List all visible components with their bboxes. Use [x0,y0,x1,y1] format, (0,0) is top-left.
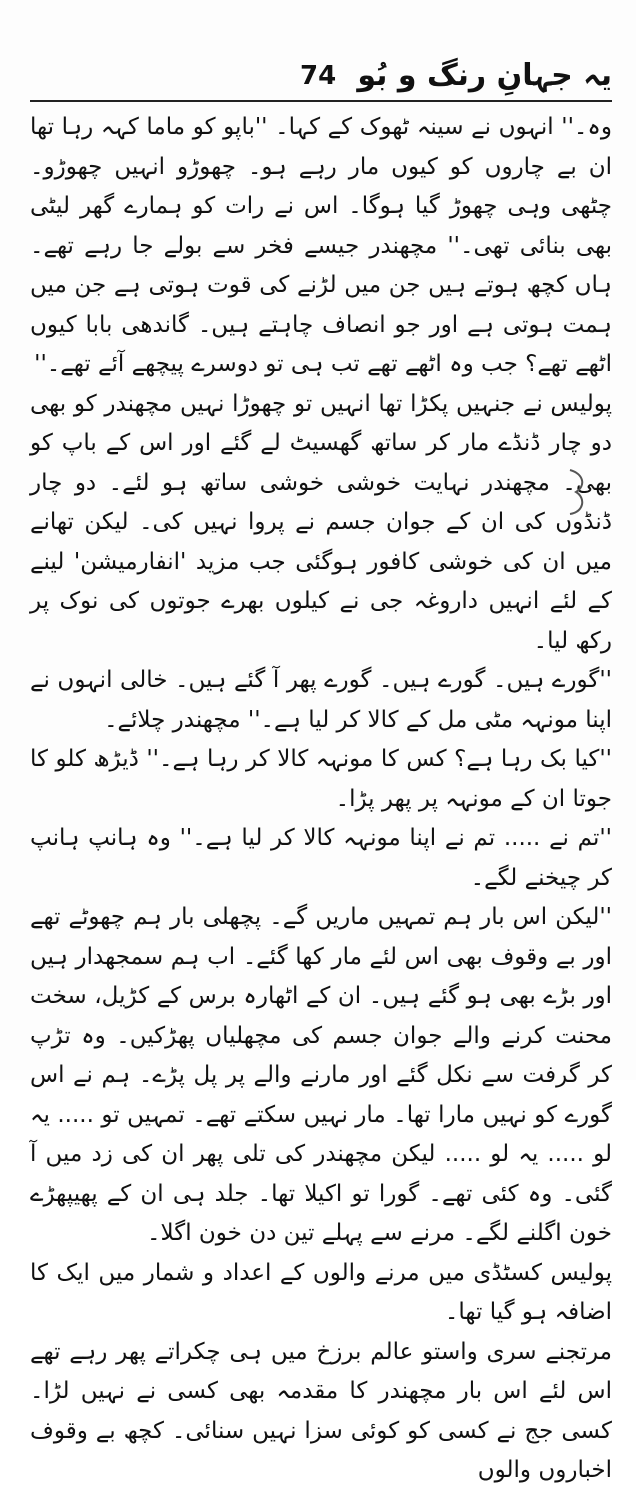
page-number: 74 [300,61,337,91]
page-body [30,108,612,1491]
paragraph-5: ''تم نے ..... تم نے اپنا مونہہ کالا کر لیا ہے۔'' وہ ہانپ ہانپ کر چیخنے لگے۔ [30,825,612,891]
paragraph-1: وہ۔'' انہوں نے سینہ ٹھوک کے کہا۔ ''باپو کو ماما کہہ رہا تھا ان بے چاروں کو کیوں مار رہے ہو۔ چھوڑو انہیں چھوڑو۔ چٹھی وہی چھوڑ گیا ہوگا۔ اس نے رات کو ہمارے گھر لیٹی بھی بنائی تھی۔'' مچھندر جیسے فخر سے بولے جا رہے تھے۔ ہاں کچھ ہوتے ہیں جن میں لڑنے کی قوت ہوتی ہے جن میں ہمت ہوتی ہے اور جو انصاف چاہتے ہیں۔ گاندھی بابا کیوں اٹھے تھے؟ جب وہ اٹھے تھے تب ہی تو دوسرے پیچھے آئے تھے۔'' [30,114,612,377]
paragraph-3: ''گورے ہیں۔ گورے ہیں۔ گورے پھر آ گئے ہیں۔ خالی انہوں نے اپنا مونہہ مٹی مل کے کالا کر لیا ہے۔'' مچھندر چلائے۔ [30,667,612,733]
paragraph-4: ''کیا بک رہا ہے؟ کس کا مونہہ کالا کر رہا ہے۔'' ڈیڑھ کلو کا جوتا ان کے مونہہ پر پھر پڑا۔ [30,746,612,812]
book-title: یہ جہانِ رنگ و بُو [357,58,612,93]
paragraph-7: پولیس کسٹڈی میں مرنے والوں کے اعداد و شمار میں ایک کا اضافہ ہو گیا تھا۔ [30,1259,612,1325]
paragraph-2: پولیس نے جنہیں پکڑا تھا انہیں تو چھوڑا نہیں مچھندر کو بھی دو چار ڈنڈے مار کر ساتھ گھسیٹ لے گئے اور اس کے باپ کو بھی۔ مچھندر نہایت خوشی خوشی ساتھ ہو لئے۔ دو چار ڈنڈوں کی ان کے جوان جسم نے پروا نہیں کی۔ لیکن تھانے میں ان کی خوشی کافور ہوگئی جب مزید 'انفارمیشن' لینے کے لئے انہیں داروغہ جی نے کیلوں بھرے جوتوں کی نوک پر رکھ لیا۔ [30,390,612,654]
paragraph-6: ''لیکن اس بار ہم تمہیں ماریں گے۔ پچھلی بار ہم چھوٹے تھے اور بے وقوف بھی اس لئے مار کھا گئے۔ اب ہم سمجھدار ہیں اور بڑے بھی ہو گئے ہیں۔ ان کے اٹھارہ برس کے کڑیل، سخت محنت کرنے والے جوان جسم کی مچھلیاں پھڑکیں۔ وہ تڑپ کر گرفت سے نکل گئے اور مارنے والے پر پل پڑے۔ ہم نے اس گورے کو نہیں مارا تھا۔ مار نہیں سکتے تھے۔ تمہیں تو ..... یہ لو ..... یہ لو ..... لیکن مچھندر کی تلی پھر ان کی زد میں آ گئی۔ وہ کئی تھے۔ گورا تو اکیلا تھا۔ جلد ہی ان کے پھیپھڑے خون اگلنے لگے۔ مرنے سے پہلے تین دن خون اگلا۔ [30,904,612,1246]
handwritten-margin-mark [566,466,588,518]
header-rule [30,100,612,102]
paragraph-8: مرتجنے سری واستو عالم برزخ میں ہی چکراتے پھر رہے تھے اس لئے اس بار مچھندر کا مقدمہ بھی کسی نے نہیں لڑا۔ کسی جج نے کسی کو کوئی سزا نہیں سنائی۔ کچھ بے وقوف اخباروں والوں [30,1338,612,1483]
page-header [30,56,612,96]
